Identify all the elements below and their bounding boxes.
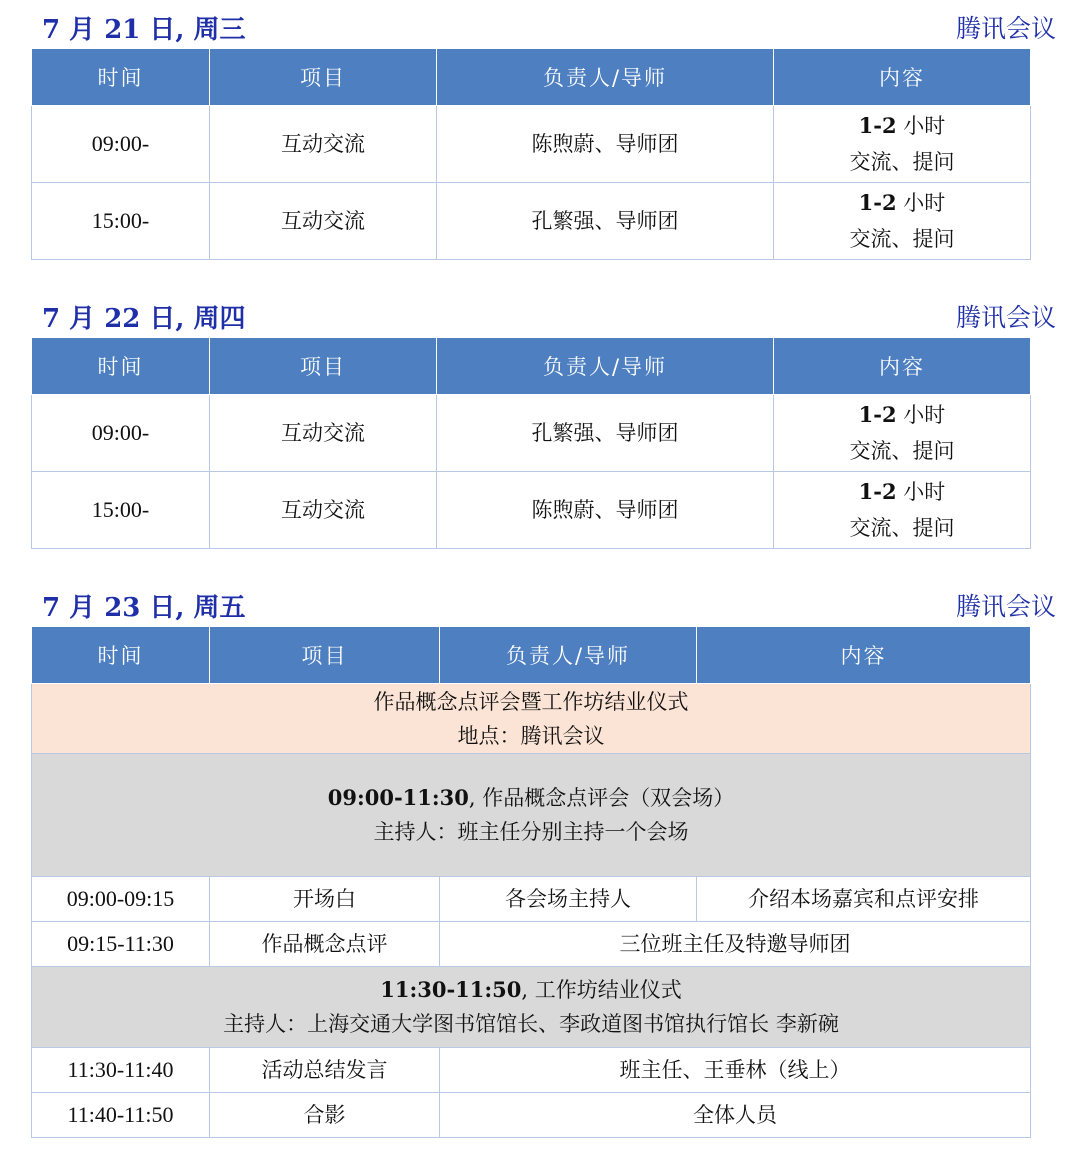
content-desc: 交流、提问	[849, 227, 955, 251]
lead-cell: 各会场主持人	[440, 877, 697, 922]
lead-cell: 孔繁强、导师团	[437, 395, 774, 472]
time-cell: 11:30-11:40	[32, 1048, 210, 1093]
item-cell: 开场白	[210, 877, 440, 922]
table-row	[32, 922, 1031, 967]
event-banner	[32, 684, 1031, 754]
schedule-table-0723	[31, 626, 1031, 1138]
venue-label: 腾讯会议	[955, 592, 1056, 621]
col-header-item: 项目	[210, 627, 440, 684]
content-cell	[774, 395, 1031, 472]
session-host: 主持人：上海交通大学图书馆馆长、李政道图书馆执行馆长 李新碗	[223, 1012, 839, 1036]
schedule-table-0721	[31, 48, 1031, 260]
day-title: 7 月 21 日, 周三	[42, 14, 246, 45]
time-cell: 15:00-	[32, 472, 210, 549]
venue-label: 腾讯会议	[955, 303, 1056, 332]
time-cell: 09:15-11:30	[32, 922, 210, 967]
table-row	[32, 395, 1031, 472]
content-unit: 小时	[896, 191, 946, 215]
col-header-time: 时间	[32, 49, 210, 106]
time-cell: 11:40-11:50	[32, 1093, 210, 1138]
item-cell: 互动交流	[210, 395, 437, 472]
lead-cell: 班主任、王垂林（线上）	[440, 1048, 1031, 1093]
table-row	[32, 1093, 1031, 1138]
day-title: 7 月 23 日, 周五	[42, 592, 246, 623]
content-cell	[774, 183, 1031, 260]
item-cell: 互动交流	[210, 183, 437, 260]
col-header-item: 项目	[210, 338, 437, 395]
col-header-time: 时间	[32, 338, 210, 395]
content-desc: 交流、提问	[849, 439, 955, 463]
day-header-0723	[42, 588, 1056, 622]
time-cell: 15:00-	[32, 183, 210, 260]
content-desc: 交流、提问	[849, 516, 955, 540]
content-cell	[774, 106, 1031, 183]
session-time: 09:00-11:30	[327, 785, 469, 810]
event-location: 地点：腾讯会议	[457, 723, 605, 748]
table-header-row	[32, 49, 1031, 106]
lead-cell: 全体人员	[440, 1093, 1031, 1138]
col-header-lead: 负责人/导师	[440, 627, 697, 684]
session-time: 11:30-11:50	[380, 977, 522, 1002]
item-cell: 活动总结发言	[210, 1048, 440, 1093]
col-header-item: 项目	[210, 49, 437, 106]
item-cell: 合影	[210, 1093, 440, 1138]
session-title: , 作品概念点评会（双会场）	[468, 786, 735, 810]
table-header-row	[32, 627, 1031, 684]
col-header-content: 内容	[697, 627, 1031, 684]
item-cell: 互动交流	[210, 472, 437, 549]
day-header-0721	[42, 10, 1056, 44]
day-header-0722	[42, 299, 1056, 333]
event-title: 作品概念点评会暨工作坊结业仪式	[373, 689, 689, 714]
table-row	[32, 877, 1031, 922]
schedule-table-0722	[31, 337, 1031, 549]
content-duration: 1-2	[858, 190, 897, 215]
content-desc: 交流、提问	[849, 150, 955, 174]
content-unit: 小时	[896, 480, 946, 504]
lead-cell: 陈煦蔚、导师团	[437, 472, 774, 549]
col-header-content: 内容	[774, 338, 1031, 395]
col-header-content: 内容	[774, 49, 1031, 106]
venue-label: 腾讯会议	[955, 14, 1056, 43]
lead-cell: 陈煦蔚、导师团	[437, 106, 774, 183]
table-header-row	[32, 338, 1031, 395]
session-title: , 工作坊结业仪式	[521, 978, 682, 1002]
content-duration: 1-2	[858, 113, 897, 138]
time-cell: 09:00-	[32, 106, 210, 183]
time-cell: 09:00-09:15	[32, 877, 210, 922]
session-host: 主持人：班主任分别主持一个会场	[373, 820, 689, 844]
content-duration: 1-2	[858, 479, 897, 504]
event-banner-row	[32, 684, 1031, 754]
item-cell: 互动交流	[210, 106, 437, 183]
content-unit: 小时	[896, 403, 946, 427]
col-header-lead: 负责人/导师	[437, 49, 774, 106]
col-header-time: 时间	[32, 627, 210, 684]
content-unit: 小时	[896, 114, 946, 138]
lead-cell: 三位班主任及特邀导师团	[440, 922, 1031, 967]
session-header-ceremony	[32, 967, 1031, 1048]
content-duration: 1-2	[858, 402, 897, 427]
table-row	[32, 183, 1031, 260]
content-cell	[774, 472, 1031, 549]
table-row	[32, 106, 1031, 183]
time-cell: 09:00-	[32, 395, 210, 472]
content-cell: 介绍本场嘉宾和点评安排	[697, 877, 1031, 922]
item-cell: 作品概念点评	[210, 922, 440, 967]
table-row	[32, 472, 1031, 549]
session-header-review	[32, 754, 1031, 877]
lead-cell: 孔繁强、导师团	[437, 183, 774, 260]
session-header-row	[32, 754, 1031, 877]
day-title: 7 月 22 日, 周四	[42, 303, 246, 334]
table-row	[32, 1048, 1031, 1093]
col-header-lead: 负责人/导师	[437, 338, 774, 395]
session-header-row	[32, 967, 1031, 1048]
